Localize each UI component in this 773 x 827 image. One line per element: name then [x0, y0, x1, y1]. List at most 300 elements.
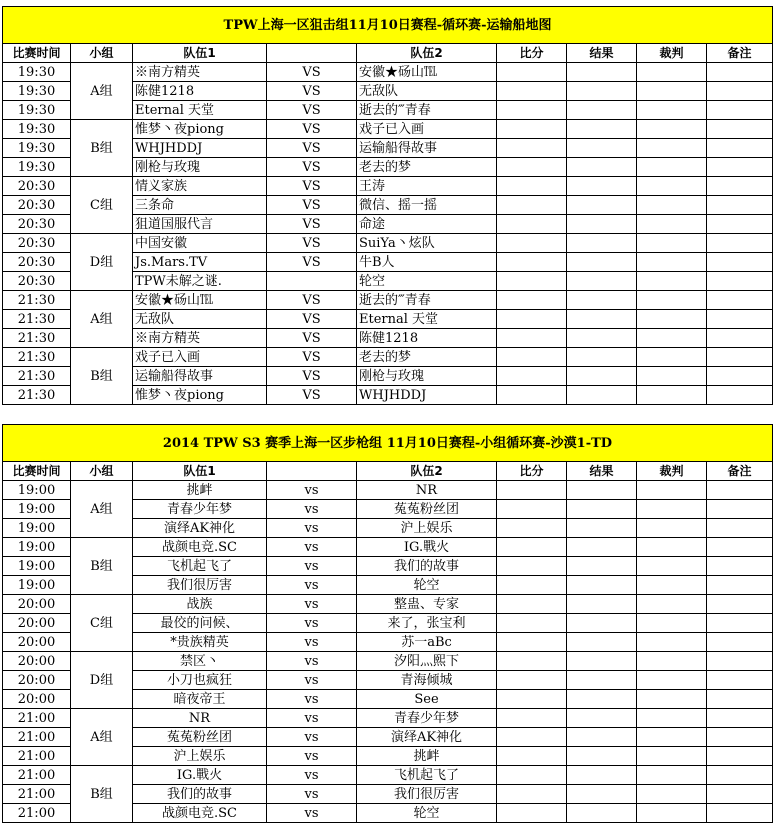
referee-cell[interactable]	[637, 766, 707, 785]
score-cell[interactable]	[497, 253, 567, 272]
result-cell[interactable]	[567, 538, 637, 557]
match-time: 21:30	[3, 329, 71, 348]
score-cell[interactable]	[497, 120, 567, 139]
result-cell[interactable]	[567, 747, 637, 766]
team1-name: 无敌队	[133, 310, 267, 329]
referee-cell[interactable]	[637, 310, 707, 329]
result-cell[interactable]	[567, 196, 637, 215]
score-cell[interactable]	[497, 500, 567, 519]
team1-name: 暗夜帝王	[133, 690, 267, 709]
referee-cell[interactable]	[637, 652, 707, 671]
team2-name: 演绎AK神化	[357, 728, 497, 747]
remarks-cell[interactable]	[707, 291, 773, 310]
group-label: B组	[71, 538, 133, 595]
team1-name: 战族	[133, 595, 267, 614]
remarks-cell[interactable]	[707, 614, 773, 633]
column-header: 结果	[567, 462, 637, 481]
team2-name: 菟菟粉丝团	[357, 500, 497, 519]
score-cell[interactable]	[497, 671, 567, 690]
remarks-cell[interactable]	[707, 367, 773, 386]
score-cell[interactable]	[497, 310, 567, 329]
team1-name: 战颜电竞.SC	[133, 804, 267, 823]
vs-label: VS	[267, 386, 357, 405]
spacer-row	[2, 404, 772, 422]
vs-label: VS	[267, 158, 357, 177]
vs-label: VS	[267, 291, 357, 310]
result-cell[interactable]	[567, 101, 637, 120]
team1-name: 情义家族	[133, 177, 267, 196]
table-row	[3, 177, 773, 196]
score-cell[interactable]	[497, 386, 567, 405]
team1-name: 狙道国服代言	[133, 215, 267, 234]
vs-label: VS	[267, 120, 357, 139]
referee-cell[interactable]	[637, 386, 707, 405]
vs-label: vs	[267, 519, 357, 538]
team1-name: Eternal 天堂	[133, 101, 267, 120]
team2-name: NR	[357, 481, 497, 500]
team1-name: NR	[133, 709, 267, 728]
result-cell[interactable]	[567, 272, 637, 291]
referee-cell[interactable]	[637, 196, 707, 215]
referee-cell[interactable]	[637, 500, 707, 519]
team2-name: 我们的故事	[357, 557, 497, 576]
team2-name: See	[357, 690, 497, 709]
team1-name: 惟梦丶夜piong	[133, 386, 267, 405]
match-time: 21:00	[3, 709, 71, 728]
match-time: 20:30	[3, 177, 71, 196]
team2-name: 微信、摇一摇	[357, 196, 497, 215]
team2-name: 挑衅	[357, 747, 497, 766]
result-cell[interactable]	[567, 177, 637, 196]
team1-name: 菟菟粉丝团	[133, 728, 267, 747]
score-cell[interactable]	[497, 785, 567, 804]
referee-cell[interactable]	[637, 101, 707, 120]
referee-cell[interactable]	[637, 158, 707, 177]
remarks-cell[interactable]	[707, 63, 773, 82]
table-row	[3, 291, 773, 310]
result-cell[interactable]	[567, 766, 637, 785]
remarks-cell[interactable]	[707, 329, 773, 348]
column-header: 比分	[497, 462, 567, 481]
match-time: 19:00	[3, 538, 71, 557]
team2-name: 逝去的‴青春	[357, 291, 497, 310]
team1-name: 运输船得故事	[133, 367, 267, 386]
result-cell[interactable]	[567, 614, 637, 633]
team1-name: 青春少年梦	[133, 500, 267, 519]
score-cell[interactable]	[497, 82, 567, 101]
result-cell[interactable]	[567, 785, 637, 804]
remarks-cell[interactable]	[707, 595, 773, 614]
match-time: 19:00	[3, 519, 71, 538]
score-cell[interactable]	[497, 234, 567, 253]
score-cell[interactable]	[497, 348, 567, 367]
remarks-cell[interactable]	[707, 728, 773, 747]
vs-label: VS	[267, 139, 357, 158]
team1-name: TPW未解之谜.	[133, 272, 267, 291]
remarks-cell[interactable]	[707, 538, 773, 557]
table-title: TPW上海一区狙击组11月10日赛程-循环赛-运输船地图	[3, 7, 773, 44]
score-cell[interactable]	[497, 557, 567, 576]
remarks-cell[interactable]	[707, 196, 773, 215]
column-header	[267, 462, 357, 481]
result-cell[interactable]	[567, 500, 637, 519]
column-header: 备注	[707, 44, 773, 63]
vs-label: VS	[267, 329, 357, 348]
team2-name: 逝去的‴青春	[357, 101, 497, 120]
match-time: 20:00	[3, 633, 71, 652]
vs-label: VS	[267, 234, 357, 253]
remarks-cell[interactable]	[707, 101, 773, 120]
score-cell[interactable]	[497, 614, 567, 633]
match-time: 21:00	[3, 728, 71, 747]
column-header	[267, 44, 357, 63]
team2-name: 整蛊、专家	[357, 595, 497, 614]
result-cell[interactable]	[567, 709, 637, 728]
match-time: 21:30	[3, 367, 71, 386]
match-time: 21:30	[3, 348, 71, 367]
result-cell[interactable]	[567, 215, 637, 234]
score-cell[interactable]	[497, 576, 567, 595]
team2-name: 王涛	[357, 177, 497, 196]
schedule-table-sniper	[2, 6, 772, 405]
vs-label: VS	[267, 101, 357, 120]
referee-cell[interactable]	[637, 82, 707, 101]
vs-label: vs	[267, 633, 357, 652]
referee-cell[interactable]	[637, 557, 707, 576]
remarks-cell[interactable]	[707, 557, 773, 576]
column-header: 队伍2	[357, 462, 497, 481]
score-cell[interactable]	[497, 196, 567, 215]
match-time: 19:30	[3, 139, 71, 158]
referee-cell[interactable]	[637, 120, 707, 139]
referee-cell[interactable]	[637, 253, 707, 272]
result-cell[interactable]	[567, 310, 637, 329]
result-cell[interactable]	[567, 158, 637, 177]
vs-label: VS	[267, 253, 357, 272]
team1-name: 沪上娱乐	[133, 747, 267, 766]
match-time: 19:30	[3, 63, 71, 82]
result-cell[interactable]	[567, 595, 637, 614]
team1-name: 我们的故事	[133, 785, 267, 804]
score-cell[interactable]	[497, 139, 567, 158]
team2-name: 轮空	[357, 576, 497, 595]
result-cell[interactable]	[567, 63, 637, 82]
referee-cell[interactable]	[637, 367, 707, 386]
score-cell[interactable]	[497, 690, 567, 709]
team1-name: 安徽★砀山℡	[133, 291, 267, 310]
score-cell[interactable]	[497, 519, 567, 538]
match-time: 21:30	[3, 386, 71, 405]
group-label: D组	[71, 652, 133, 709]
group-label: C组	[71, 177, 133, 234]
score-cell[interactable]	[497, 747, 567, 766]
remarks-cell[interactable]	[707, 766, 773, 785]
referee-cell[interactable]	[637, 804, 707, 823]
remarks-cell[interactable]	[707, 747, 773, 766]
match-time: 21:00	[3, 804, 71, 823]
referee-cell[interactable]	[637, 63, 707, 82]
team2-name: 刚枪与玫瑰	[357, 367, 497, 386]
vs-label: vs	[267, 709, 357, 728]
score-cell[interactable]	[497, 595, 567, 614]
team1-name: 戏子已入画	[133, 348, 267, 367]
result-cell[interactable]	[567, 120, 637, 139]
team2-name: IG.戰火	[357, 538, 497, 557]
table-row	[3, 538, 773, 557]
table-row	[3, 481, 773, 500]
match-time: 19:30	[3, 101, 71, 120]
table-row	[3, 348, 773, 367]
table-title: 2014 TPW S3 赛季上海一区步枪组 11月10日赛程-小组循环赛-沙漠1-TD	[3, 425, 773, 462]
score-cell[interactable]	[497, 709, 567, 728]
result-cell[interactable]	[567, 671, 637, 690]
remarks-cell[interactable]	[707, 348, 773, 367]
vs-label: VS	[267, 63, 357, 82]
table-row	[3, 63, 773, 82]
remarks-cell[interactable]	[707, 253, 773, 272]
group-label: D组	[71, 234, 133, 291]
team2-name: Eternal 天堂	[357, 310, 497, 329]
column-header: 队伍1	[133, 44, 267, 63]
referee-cell[interactable]	[637, 747, 707, 766]
vs-label: VS	[267, 367, 357, 386]
remarks-cell[interactable]	[707, 272, 773, 291]
team2-name: 飞机起飞了	[357, 766, 497, 785]
remarks-cell[interactable]	[707, 576, 773, 595]
remarks-cell[interactable]	[707, 386, 773, 405]
score-cell[interactable]	[497, 329, 567, 348]
remarks-cell[interactable]	[707, 234, 773, 253]
column-header: 队伍2	[357, 44, 497, 63]
schedule-table-rifle	[2, 424, 772, 823]
column-header: 裁判	[637, 44, 707, 63]
referee-cell[interactable]	[637, 139, 707, 158]
referee-cell[interactable]	[637, 785, 707, 804]
vs-label: vs	[267, 481, 357, 500]
table-row	[3, 652, 773, 671]
result-cell[interactable]	[567, 519, 637, 538]
referee-cell[interactable]	[637, 633, 707, 652]
score-cell[interactable]	[497, 538, 567, 557]
group-label: A组	[71, 291, 133, 348]
score-cell[interactable]	[497, 367, 567, 386]
match-time: 20:00	[3, 690, 71, 709]
score-cell[interactable]	[497, 804, 567, 823]
referee-cell[interactable]	[637, 690, 707, 709]
score-cell[interactable]	[497, 291, 567, 310]
result-cell[interactable]	[567, 234, 637, 253]
referee-cell[interactable]	[637, 291, 707, 310]
column-header: 备注	[707, 462, 773, 481]
team1-name: 禁区丶	[133, 652, 267, 671]
column-header: 比分	[497, 44, 567, 63]
remarks-cell[interactable]	[707, 633, 773, 652]
match-time: 19:00	[3, 557, 71, 576]
remarks-cell[interactable]	[707, 804, 773, 823]
referee-cell[interactable]	[637, 481, 707, 500]
match-time: 20:30	[3, 215, 71, 234]
remarks-cell[interactable]	[707, 215, 773, 234]
team2-name: 轮空	[357, 804, 497, 823]
remarks-cell[interactable]	[707, 709, 773, 728]
referee-cell[interactable]	[637, 728, 707, 747]
referee-cell[interactable]	[637, 614, 707, 633]
team2-name: 牛B人	[357, 253, 497, 272]
column-header: 比赛时间	[3, 462, 71, 481]
result-cell[interactable]	[567, 139, 637, 158]
result-cell[interactable]	[567, 348, 637, 367]
result-cell[interactable]	[567, 481, 637, 500]
score-cell[interactable]	[497, 633, 567, 652]
result-cell[interactable]	[567, 633, 637, 652]
referee-cell[interactable]	[637, 215, 707, 234]
score-cell[interactable]	[497, 158, 567, 177]
score-cell[interactable]	[497, 766, 567, 785]
team1-name: *贵族精英	[133, 633, 267, 652]
group-label: B组	[71, 348, 133, 405]
team2-name: 安徽★砀山℡	[357, 63, 497, 82]
referee-cell[interactable]	[637, 538, 707, 557]
score-cell[interactable]	[497, 652, 567, 671]
vs-label: VS	[267, 310, 357, 329]
score-cell[interactable]	[497, 272, 567, 291]
group-label: A组	[71, 63, 133, 120]
match-time: 20:00	[3, 652, 71, 671]
team2-name: SuiYa丶炫队	[357, 234, 497, 253]
remarks-cell[interactable]	[707, 690, 773, 709]
team2-name: WHJHDDJ	[357, 386, 497, 405]
team2-name: 运输船得故事	[357, 139, 497, 158]
vs-label: vs	[267, 576, 357, 595]
remarks-cell[interactable]	[707, 481, 773, 500]
match-time: 20:30	[3, 272, 71, 291]
vs-label: vs	[267, 785, 357, 804]
referee-cell[interactable]	[637, 348, 707, 367]
team1-name: 中国安徽	[133, 234, 267, 253]
vs-label: VS	[267, 196, 357, 215]
score-cell[interactable]	[497, 728, 567, 747]
remarks-cell[interactable]	[707, 785, 773, 804]
remarks-cell[interactable]	[707, 500, 773, 519]
team2-name: 陈健1218	[357, 329, 497, 348]
remarks-cell[interactable]	[707, 82, 773, 101]
score-cell[interactable]	[497, 177, 567, 196]
team1-name: 演绎AK神化	[133, 519, 267, 538]
vs-label: vs	[267, 595, 357, 614]
match-time: 19:30	[3, 158, 71, 177]
referee-cell[interactable]	[637, 177, 707, 196]
remarks-cell[interactable]	[707, 310, 773, 329]
team2-name: 青海倾城	[357, 671, 497, 690]
team1-name: 陈健1218	[133, 82, 267, 101]
column-header: 裁判	[637, 462, 707, 481]
vs-label: vs	[267, 671, 357, 690]
vs-label: vs	[267, 614, 357, 633]
column-header: 小组	[71, 44, 133, 63]
team1-name: ※南方精英	[133, 329, 267, 348]
group-label: C组	[71, 595, 133, 652]
referee-cell[interactable]	[637, 272, 707, 291]
remarks-cell[interactable]	[707, 158, 773, 177]
match-time: 20:00	[3, 614, 71, 633]
vs-label: vs	[267, 728, 357, 747]
result-cell[interactable]	[567, 804, 637, 823]
team2-name: 戏子已入画	[357, 120, 497, 139]
result-cell[interactable]	[567, 557, 637, 576]
vs-label: vs	[267, 690, 357, 709]
result-cell[interactable]	[567, 253, 637, 272]
team2-name: 青春少年梦	[357, 709, 497, 728]
vs-label: vs	[267, 747, 357, 766]
group-label: B组	[71, 766, 133, 823]
vs-label: VS	[267, 82, 357, 101]
vs-label: vs	[267, 652, 357, 671]
team2-name: 沪上娱乐	[357, 519, 497, 538]
match-time: 21:30	[3, 291, 71, 310]
vs-label: VS	[267, 215, 357, 234]
team2-name: 苏一aBc	[357, 633, 497, 652]
referee-cell[interactable]	[637, 329, 707, 348]
team2-name: 汐阳灬熙下	[357, 652, 497, 671]
referee-cell[interactable]	[637, 595, 707, 614]
result-cell[interactable]	[567, 329, 637, 348]
result-cell[interactable]	[567, 652, 637, 671]
referee-cell[interactable]	[637, 576, 707, 595]
team2-name: 我们很厉害	[357, 785, 497, 804]
group-label: A组	[71, 481, 133, 538]
score-cell[interactable]	[497, 215, 567, 234]
match-time: 19:00	[3, 500, 71, 519]
match-time: 19:30	[3, 82, 71, 101]
remarks-cell[interactable]	[707, 519, 773, 538]
remarks-cell[interactable]	[707, 139, 773, 158]
team1-name: 我们很厉害	[133, 576, 267, 595]
score-cell[interactable]	[497, 481, 567, 500]
result-cell[interactable]	[567, 367, 637, 386]
score-cell[interactable]	[497, 101, 567, 120]
remarks-cell[interactable]	[707, 177, 773, 196]
match-time: 19:00	[3, 576, 71, 595]
referee-cell[interactable]	[637, 234, 707, 253]
match-time: 20:30	[3, 234, 71, 253]
referee-cell[interactable]	[637, 709, 707, 728]
match-time: 20:00	[3, 671, 71, 690]
referee-cell[interactable]	[637, 519, 707, 538]
table-row	[3, 595, 773, 614]
team2-name: 命途	[357, 215, 497, 234]
result-cell[interactable]	[567, 386, 637, 405]
remarks-cell[interactable]	[707, 652, 773, 671]
team1-name: 小刀也疯狂	[133, 671, 267, 690]
result-cell[interactable]	[567, 82, 637, 101]
remarks-cell[interactable]	[707, 120, 773, 139]
result-cell[interactable]	[567, 291, 637, 310]
team1-name: 惟梦丶夜piong	[133, 120, 267, 139]
result-cell[interactable]	[567, 690, 637, 709]
referee-cell[interactable]	[637, 671, 707, 690]
result-cell[interactable]	[567, 576, 637, 595]
table-row	[3, 709, 773, 728]
remarks-cell[interactable]	[707, 671, 773, 690]
table-row	[3, 120, 773, 139]
team1-name: 刚枪与玫瑰	[133, 158, 267, 177]
table-row	[3, 766, 773, 785]
table-row	[3, 234, 773, 253]
score-cell[interactable]	[497, 63, 567, 82]
team2-name: 老去的梦	[357, 158, 497, 177]
result-cell[interactable]	[567, 728, 637, 747]
team1-name: 挑衅	[133, 481, 267, 500]
